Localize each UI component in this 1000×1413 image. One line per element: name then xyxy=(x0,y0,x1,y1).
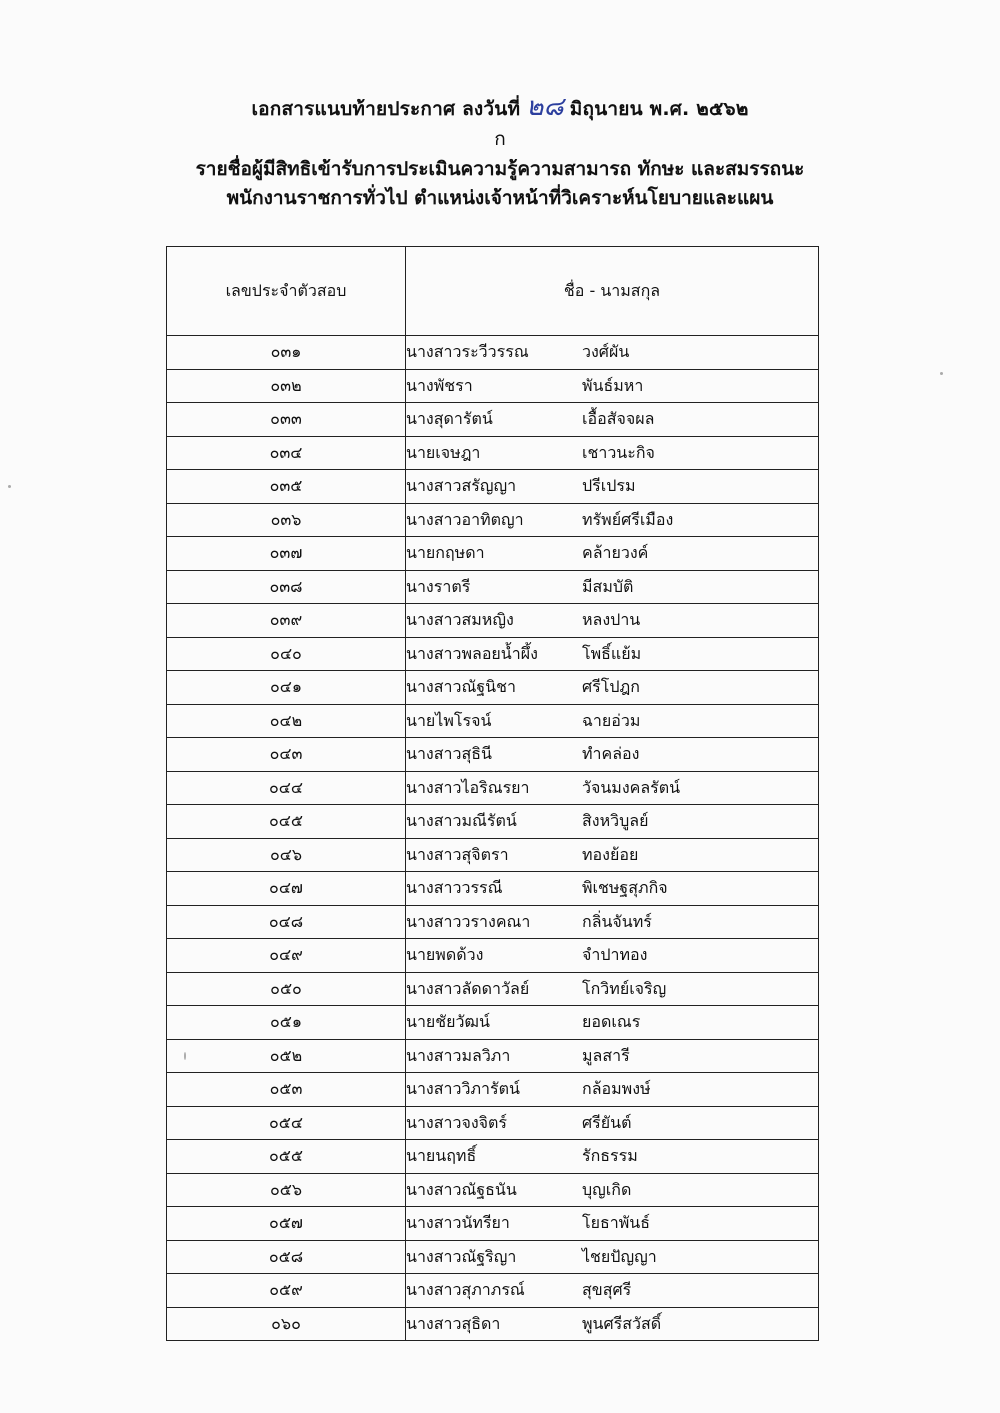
position-title: พนักงานราชการทั่วไป ตำแหน่งเจ้าหน้าที่วิเคราะห์นโยบายและแผน xyxy=(226,187,774,209)
first-name: นางสาวสุภาภรณ์ xyxy=(406,1280,525,1300)
name-cell xyxy=(406,336,819,370)
last-name: ไชยปัญญา xyxy=(582,1246,657,1266)
scan-speck xyxy=(940,372,943,375)
name-cell xyxy=(406,369,819,403)
last-name: คล้ายวงค์ xyxy=(582,543,649,563)
table-row xyxy=(167,1240,819,1274)
last-name: มีสมบัติ xyxy=(582,576,634,596)
first-name: นางสาวณัฐนิชา xyxy=(406,677,516,697)
table-row xyxy=(167,369,819,403)
name-cell xyxy=(406,1006,819,1040)
exam-id-cell: ๐๓๕ xyxy=(167,470,406,504)
first-name: นางสาวสรัญญา xyxy=(406,476,517,496)
list-title: รายชื่อผู้มีสิทธิเข้ารับการประเมินความรู้ความสามารถ ทักษะ และสมรรถนะ xyxy=(195,158,805,180)
first-name: นางสาววิภารัตน์ xyxy=(406,1079,520,1099)
table-row xyxy=(167,1207,819,1241)
last-name: วัจนมงคลรัตน์ xyxy=(582,777,681,797)
name-cell xyxy=(406,1240,819,1274)
table-row xyxy=(167,872,819,906)
exam-id-cell: ๐๓๗ xyxy=(167,537,406,571)
annex-letter: ก xyxy=(494,128,506,150)
first-name: นางราตรี xyxy=(406,576,471,596)
name-cell xyxy=(406,403,819,437)
table-header-row xyxy=(167,247,819,336)
last-name: วงศ์ผัน xyxy=(582,342,630,362)
table-row xyxy=(167,436,819,470)
name-cell xyxy=(406,1173,819,1207)
first-name: นางสาวณัฐธนัน xyxy=(406,1179,517,1199)
last-name: กล้อมพงษ์ xyxy=(582,1079,651,1099)
table-row xyxy=(167,671,819,705)
exam-id-cell: ๐๔๐ xyxy=(167,637,406,671)
last-name: บุญเกิด xyxy=(582,1179,632,1199)
last-name: ศรียันต์ xyxy=(582,1112,632,1132)
name-cell xyxy=(406,470,819,504)
name-cell xyxy=(406,704,819,738)
first-name: นางสาวณัฐริญา xyxy=(406,1246,517,1266)
first-name: นางสาวไอริณรยา xyxy=(406,777,530,797)
name-cell xyxy=(406,805,819,839)
exam-id-cell: ๐๕๑ xyxy=(167,1006,406,1040)
exam-id-cell: ๐๓๒ xyxy=(167,369,406,403)
name-cell xyxy=(406,1307,819,1341)
exam-id-cell: ๐๕๒ xyxy=(167,1039,406,1073)
table-row xyxy=(167,838,819,872)
name-cell xyxy=(406,671,819,705)
last-name: พันธ์มหา xyxy=(582,375,644,395)
last-name: รักธรรม xyxy=(582,1146,638,1166)
first-name: นายพดด้วง xyxy=(406,945,484,965)
last-name: ยอดเณร xyxy=(582,1012,641,1032)
last-name: พิเชษฐสุภกิจ xyxy=(582,878,668,898)
table-row xyxy=(167,503,819,537)
table-body xyxy=(167,336,819,1341)
exam-id-cell: ๐๕๖ xyxy=(167,1173,406,1207)
exam-id-cell: ๐๔๓ xyxy=(167,738,406,772)
last-name: สุขสุศรี xyxy=(582,1280,632,1300)
exam-id-cell: ๐๓๓ xyxy=(167,403,406,437)
first-name: นายกฤษดา xyxy=(406,543,485,563)
name-cell xyxy=(406,503,819,537)
name-cell xyxy=(406,1207,819,1241)
exam-id-cell: ๐๕๙ xyxy=(167,1274,406,1308)
exam-id-cell: ๐๓๙ xyxy=(167,604,406,638)
name-cell xyxy=(406,972,819,1006)
last-name: มูลสารี xyxy=(582,1045,630,1065)
table-row xyxy=(167,905,819,939)
exam-id-cell: ๐๓๑ xyxy=(167,336,406,370)
name-cell xyxy=(406,436,819,470)
table-row xyxy=(167,637,819,671)
last-name: ฉายอ่วม xyxy=(582,710,641,730)
exam-id-cell: ๐๕๘ xyxy=(167,1240,406,1274)
exam-id-cell: ๐๕๔ xyxy=(167,1106,406,1140)
first-name: นางสาวสุธิดา xyxy=(406,1313,501,1333)
exam-id-cell: ๐๓๘ xyxy=(167,570,406,604)
exam-id-cell: ๐๓๔ xyxy=(167,436,406,470)
name-cell xyxy=(406,1106,819,1140)
name-cell xyxy=(406,771,819,805)
name-cell xyxy=(406,838,819,872)
first-name: นางสุดารัตน์ xyxy=(406,409,493,429)
name-cell xyxy=(406,637,819,671)
last-name: พูนศรีสวัสดิ์ xyxy=(582,1313,662,1333)
exam-id-cell: ๐๖๐ xyxy=(167,1307,406,1341)
table-row xyxy=(167,604,819,638)
table-row xyxy=(167,972,819,1006)
name-cell xyxy=(406,1073,819,1107)
first-name: นายชัยวัฒน์ xyxy=(406,1012,490,1032)
name-cell xyxy=(406,1274,819,1308)
first-name: นางสาวระวีวรรณ xyxy=(406,342,529,362)
table-row xyxy=(167,336,819,370)
first-name: นางสาวสมหญิง xyxy=(406,610,514,630)
exam-id-cell: ๐๔๘ xyxy=(167,905,406,939)
last-name: เชาวนะกิจ xyxy=(582,442,655,462)
table-row xyxy=(167,403,819,437)
table-row xyxy=(167,1006,819,1040)
first-name: นางสาวพลอยน้ำผึ้ง xyxy=(406,643,538,663)
table-row xyxy=(167,1106,819,1140)
first-name: นางสาวนัทรียา xyxy=(406,1213,510,1233)
first-name: นางสาวสุจิตรา xyxy=(406,844,509,864)
exam-id-cell: ๐๔๙ xyxy=(167,939,406,973)
name-cell xyxy=(406,1140,819,1174)
header-exam-id: เลขประจำตัวสอบ xyxy=(167,247,406,336)
first-name: นางสาววรางคณา xyxy=(406,911,531,931)
table-row xyxy=(167,939,819,973)
handwritten-day: ๒๘ xyxy=(526,92,564,122)
exam-id-cell: ๐๔๗ xyxy=(167,872,406,906)
first-name: นางสาวจงจิตร์ xyxy=(406,1112,508,1132)
name-cell xyxy=(406,1039,819,1073)
last-name: ทรัพย์ศรีเมือง xyxy=(582,509,674,529)
last-name: ปรีเปรม xyxy=(582,476,636,496)
table-row xyxy=(167,1073,819,1107)
header-full-name: ชื่อ - นามสกุล xyxy=(406,247,819,336)
candidate-table xyxy=(166,246,819,1341)
exam-id-cell: ๐๔๑ xyxy=(167,671,406,705)
last-name: สิงหวิบูลย์ xyxy=(582,811,649,831)
table-row xyxy=(167,1307,819,1341)
name-cell xyxy=(406,738,819,772)
name-cell xyxy=(406,939,819,973)
scan-speck xyxy=(184,1052,186,1060)
name-cell xyxy=(406,872,819,906)
first-name: นางสาวลัดดาวัลย์ xyxy=(406,978,530,998)
first-name: นายไพโรจน์ xyxy=(406,710,492,730)
first-name: นายเจษฎา xyxy=(406,442,481,462)
exam-id-cell: ๐๔๕ xyxy=(167,805,406,839)
exam-id-cell: ๐๕๗ xyxy=(167,1207,406,1241)
last-name: จำปาทอง xyxy=(582,945,648,965)
table-row xyxy=(167,1039,819,1073)
table-row xyxy=(167,1274,819,1308)
table-row xyxy=(167,570,819,604)
table-row xyxy=(167,537,819,571)
last-name: กลิ่นจันทร์ xyxy=(582,911,652,931)
first-name: นางสาวอาทิตญา xyxy=(406,509,524,529)
first-name: นางพัชรา xyxy=(406,375,473,395)
exam-id-cell: ๐๕๓ xyxy=(167,1073,406,1107)
first-name: นางสาวมณีรัตน์ xyxy=(406,811,517,831)
name-cell xyxy=(406,537,819,571)
exam-id-cell: ๐๔๔ xyxy=(167,771,406,805)
last-name: หลงปาน xyxy=(582,610,641,630)
last-name: โกวิทย์เจริญ xyxy=(582,978,667,998)
name-cell xyxy=(406,905,819,939)
last-name: ศรีโปฎก xyxy=(582,677,640,697)
document-heading xyxy=(0,86,1000,127)
first-name: นายนฤทธิ์ xyxy=(406,1146,477,1166)
name-cell xyxy=(406,604,819,638)
exam-id-cell: ๐๔๒ xyxy=(167,704,406,738)
last-name: โยธาพันธ์ xyxy=(582,1213,650,1233)
table-row xyxy=(167,738,819,772)
first-name: นางสาววรรณี xyxy=(406,878,503,898)
table-row xyxy=(167,771,819,805)
table-row xyxy=(167,704,819,738)
name-cell xyxy=(406,570,819,604)
exam-id-cell: ๐๕๕ xyxy=(167,1140,406,1174)
exam-id-cell: ๐๕๐ xyxy=(167,972,406,1006)
table-row xyxy=(167,805,819,839)
first-name: นางสาวมลวิภา xyxy=(406,1045,511,1065)
heading-prefix: เอกสารแนบท้ายประกาศ ลงวันที่ xyxy=(251,98,521,120)
table-row xyxy=(167,470,819,504)
table-row xyxy=(167,1140,819,1174)
last-name: ทองย้อย xyxy=(582,844,639,864)
scan-speck xyxy=(8,485,11,488)
exam-id-cell: ๐๓๖ xyxy=(167,503,406,537)
first-name: นางสาวสุธินี xyxy=(406,744,492,764)
last-name: เอื้อสัจจผล xyxy=(582,409,655,429)
exam-id-cell: ๐๔๖ xyxy=(167,838,406,872)
last-name: ทำคล่อง xyxy=(582,744,640,764)
last-name: โพธิ์แย้ม xyxy=(582,643,642,663)
table-row xyxy=(167,1173,819,1207)
heading-suffix: มิถุนายน พ.ศ. ๒๕๖๒ xyxy=(569,98,749,120)
